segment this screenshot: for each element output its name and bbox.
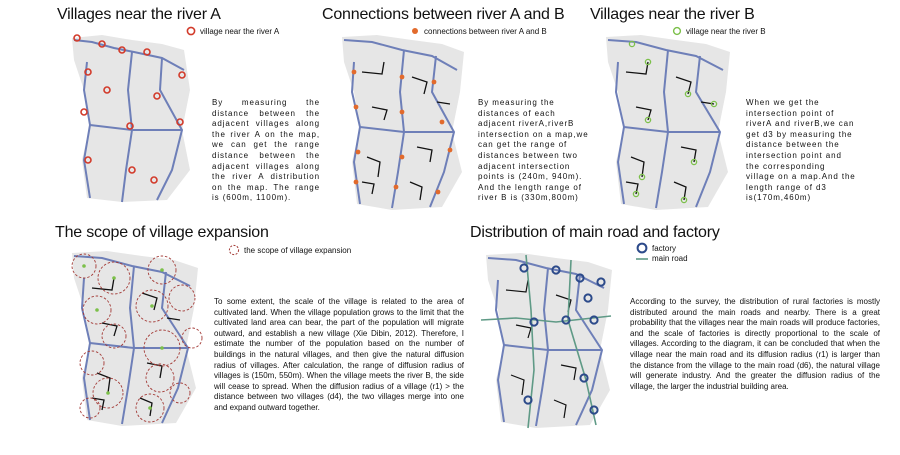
panel-5-map bbox=[476, 250, 626, 430]
factory-icon bbox=[636, 242, 648, 254]
panel-3-description: When we get the intersection point of riverA and riverB,we can get d3 by measuring the distance between the intersection point and the corresponding village on a map.And the length range of d3 is(170m,460m) bbox=[746, 98, 856, 203]
panel-4-map bbox=[62, 248, 210, 428]
panel-2-legend-label: connections between river A and B bbox=[424, 26, 547, 36]
panel-5-legend-road bbox=[636, 254, 688, 263]
panel-3-map bbox=[596, 32, 741, 212]
panel-1-description: By measuring the distance between the adjacent villages along the river A on the map, we can get the range distance between the adjacent villages along the river A distribution on the map. The range is (600m, 1100m). bbox=[212, 98, 320, 203]
panel-5-legend-factory bbox=[636, 242, 676, 254]
panel-2-map bbox=[332, 32, 472, 212]
panel-2-description: By measuring the distances of each adjacent riverA,riverB intersection on a map,we can get the range of distances between two adjacent intersection points is (240m, 940m). And the length range of river B is (330m,800m) bbox=[478, 98, 589, 203]
panel-5-legend-road-label: main road bbox=[652, 254, 688, 263]
panel-4-legend bbox=[228, 244, 351, 256]
land-area bbox=[72, 251, 198, 426]
panel-1-map bbox=[62, 30, 202, 205]
main-road-icon bbox=[636, 255, 648, 263]
panel-3-legend-label: village near the river B bbox=[686, 26, 766, 36]
panel-1-title: Villages near the river A bbox=[57, 6, 221, 23]
panel-4-legend-label: the scope of village expansion bbox=[244, 245, 352, 255]
panel-4-title: The scope of village expansion bbox=[55, 224, 269, 241]
dashed-circle-icon bbox=[228, 244, 240, 256]
land-area bbox=[486, 253, 612, 428]
panel-4-description: To some extent, the scale of the village is related to the area of cultivated land. When the village population grows to the limit that the cultivated land area can bear, the part of the population will migrate outward, and establish a new village (Xie Dibin, 2012). Therefore, I estimate the number of the population based on the number of buildings in the natural villages, and then give the natural diffusion radius of villages. After calculation, the range of diffusion radius of villages is (150m, 550m). When the village meets the river B, the side will cease to spread. When the diffusion radius of a village (r1) > the distance between two villages (d4), the two villages merge into one and expand outward together. bbox=[214, 297, 464, 412]
panel-3-title: Villages near the river B bbox=[590, 6, 755, 23]
panel-1-legend-label: village near the river A bbox=[200, 26, 280, 36]
panel-5-title: Distribution of main road and factory bbox=[470, 224, 720, 241]
panel-5-legend-factory-label: factory bbox=[652, 243, 677, 253]
panel-5-description: According to the survey, the distribution of rural factories is mostly distributed around the main roads and nearby. There is a great probability that the villages near the main roads will produce factories, and the scale of factories is directly proportional to the scale of villages. According to the diagram, it can be concluded that when the village near the main road and its diffusion radius (r1) is larger than the distance from the village to the main road (d6), the natural village will generate industry. And the greater the diffusion radius of the village, the larger the industrial building area. bbox=[630, 297, 880, 391]
panel-2-title: Connections between river A and B bbox=[322, 6, 565, 23]
